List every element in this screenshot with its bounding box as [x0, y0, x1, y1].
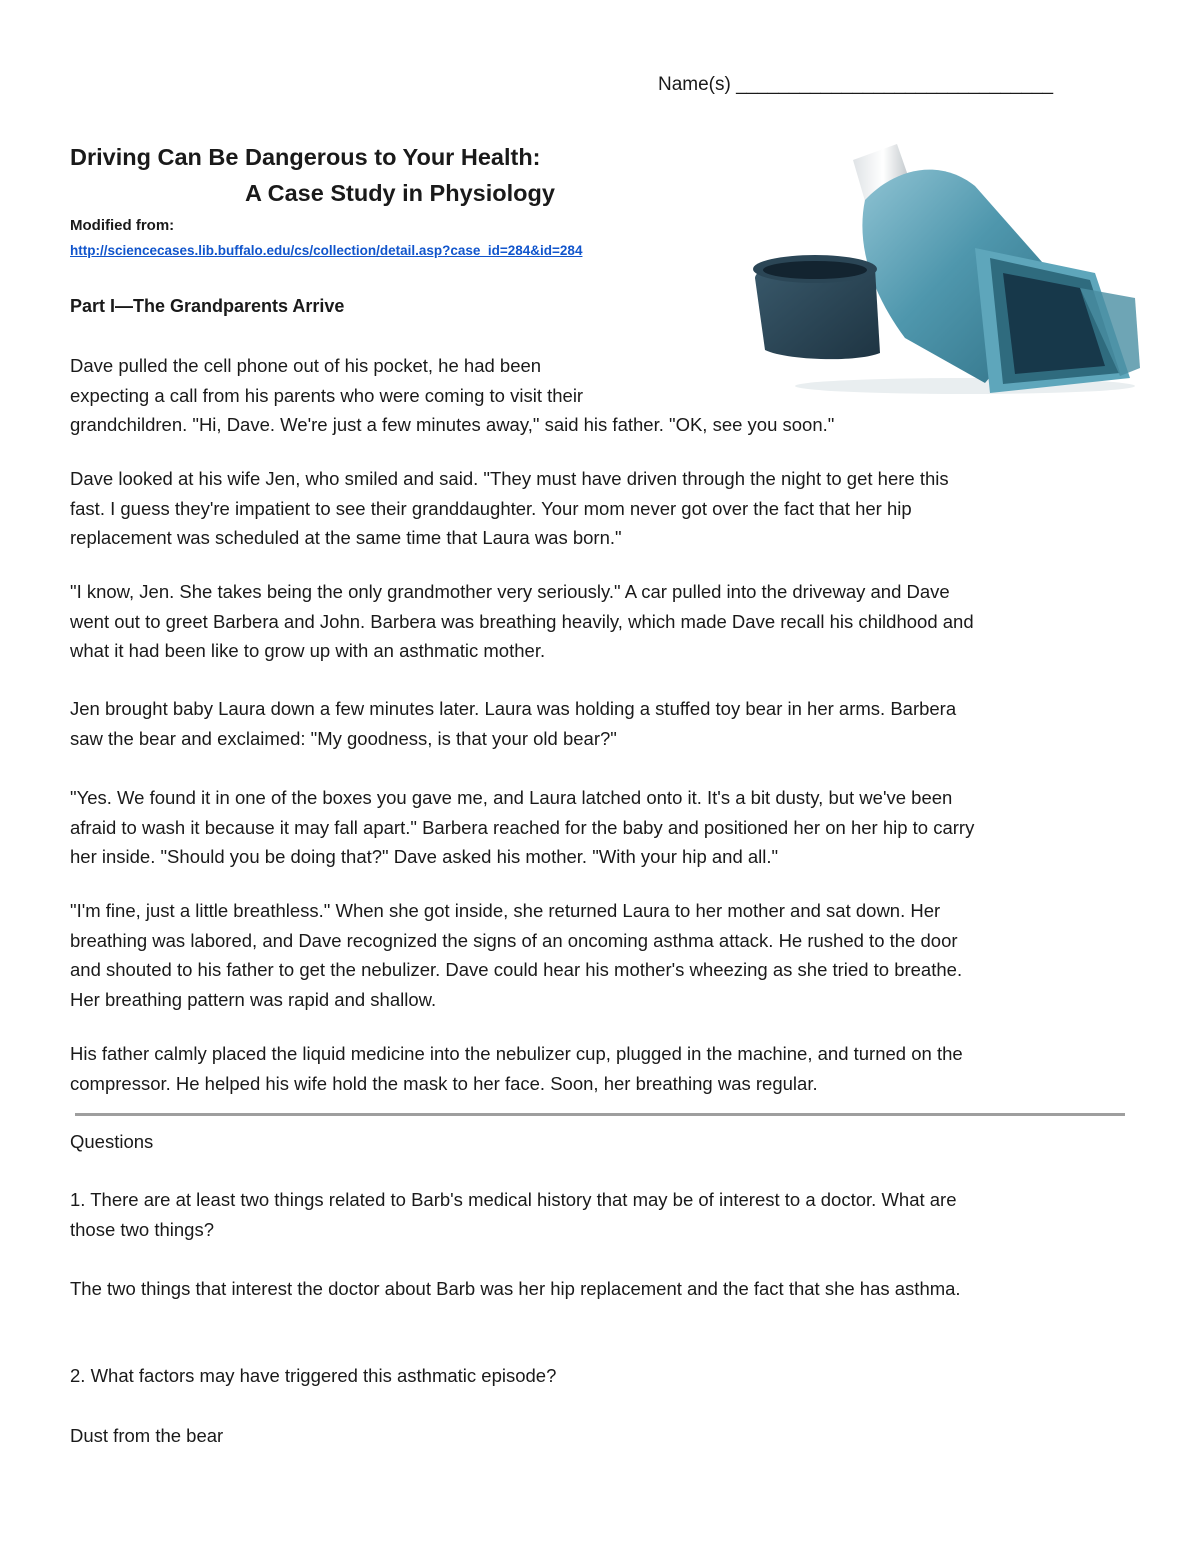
paragraph-line: Dave looked at his wife Jen, who smiled and said. "They must have driven through the night to get here this — [70, 468, 949, 489]
paragraph-line: what it had been like to grow up with an asthmatic mother. — [70, 640, 546, 661]
paragraph-line: went out to greet Barbera and John. Barbera was breathing heavily, which made Dave recall his childhood and — [70, 610, 974, 632]
paragraph-line: "I'm fine, just a little breathless." When she got inside, she returned Laura to her mother and sat down. Her — [70, 900, 941, 921]
question-line: those two things? — [70, 1218, 214, 1240]
paragraph-line: replacement was scheduled at the same time that Laura was born." — [70, 527, 622, 548]
question-2: 2. What factors may have triggered this asthmatic episode? — [70, 1365, 557, 1386]
document-title-line-1: Driving Can Be Dangerous to Your Health: — [70, 144, 541, 170]
answer-1: The two things that interest the doctor about Barb was her hip replacement and the fact that she has asthma. — [70, 1278, 961, 1299]
paragraph-line: grandchildren. "Hi, Dave. We're just a few minutes away," said his father. "OK, see you soon." — [70, 414, 835, 435]
paragraph-1 — [70, 351, 1135, 440]
paragraph-6 — [70, 896, 1135, 1014]
answer-2: Dust from the bear — [70, 1425, 224, 1446]
part-heading: Part I—The Grandparents Arrive — [70, 296, 345, 316]
paragraph-line: afraid to wash it because it may fall apart." Barbera reached for the baby and positioned her on her hip to carry — [70, 816, 975, 838]
questions-heading: Questions — [70, 1131, 154, 1152]
paragraph-line: her inside. "Should you be doing that?" Dave asked his mother. "With your hip and all." — [70, 846, 779, 867]
paragraph-line: "Yes. We found it in one of the boxes you gave me, and Laura latched onto it. It's a bit dusty, but we've been — [70, 787, 953, 808]
question-line: 1. There are at least two things related to Barb's medical history that may be of interest to a doctor. What are — [70, 1189, 957, 1210]
paragraph-line: and shouted to his father to get the nebulizer. Dave could hear his mother's wheezing as she tried to breathe. — [70, 959, 963, 980]
paragraph-line: expecting a call from his parents who were coming to visit their — [70, 384, 584, 406]
paragraph-line: compressor. He helped his wife hold the mask to her face. Soon, her breathing was regular. — [70, 1072, 818, 1094]
source-link[interactable]: http://sciencecases.lib.buffalo.edu/cs/collection/detail.asp?case_id=284&id=284 — [70, 243, 583, 258]
paragraph-line: breathing was labored, and Dave recognized the signs of an oncoming asthma attack. He rushed to the door — [70, 929, 958, 951]
paragraph-2 — [70, 464, 1135, 553]
modified-from-label: Modified from: — [70, 217, 175, 234]
name-field-label: Name(s) ______________________________ — [658, 74, 1054, 95]
paragraph-5 — [70, 783, 1135, 872]
paragraph-line: fast. I guess they're impatient to see their granddaughter. Your mom never got over the fact that her hip — [70, 497, 912, 519]
document-title-line-2: A Case Study in Physiology — [245, 180, 555, 206]
paragraph-line: Jen brought baby Laura down a few minutes later. Laura was holding a stuffed toy bear in her arms. Barbera — [70, 698, 957, 719]
horizontal-divider — [75, 1113, 1125, 1116]
paragraph-line: "I know, Jen. She takes being the only grandmother very seriously." A car pulled into the driveway and Dave — [70, 581, 950, 602]
paragraph-line: His father calmly placed the liquid medicine into the nebulizer cup, plugged in the machine, and turned on the — [70, 1043, 963, 1064]
paragraph-line: Her breathing pattern was rapid and shallow. — [70, 988, 437, 1010]
paragraph-3 — [70, 577, 1135, 666]
paragraph-line: Dave pulled the cell phone out of his pocket, he had been — [70, 355, 542, 376]
paragraph-4 — [70, 694, 1135, 753]
paragraph-7 — [70, 1039, 1135, 1098]
question-1 — [70, 1185, 1135, 1244]
paragraph-line: saw the bear and exclaimed: "My goodness, is that your old bear?" — [70, 727, 617, 749]
